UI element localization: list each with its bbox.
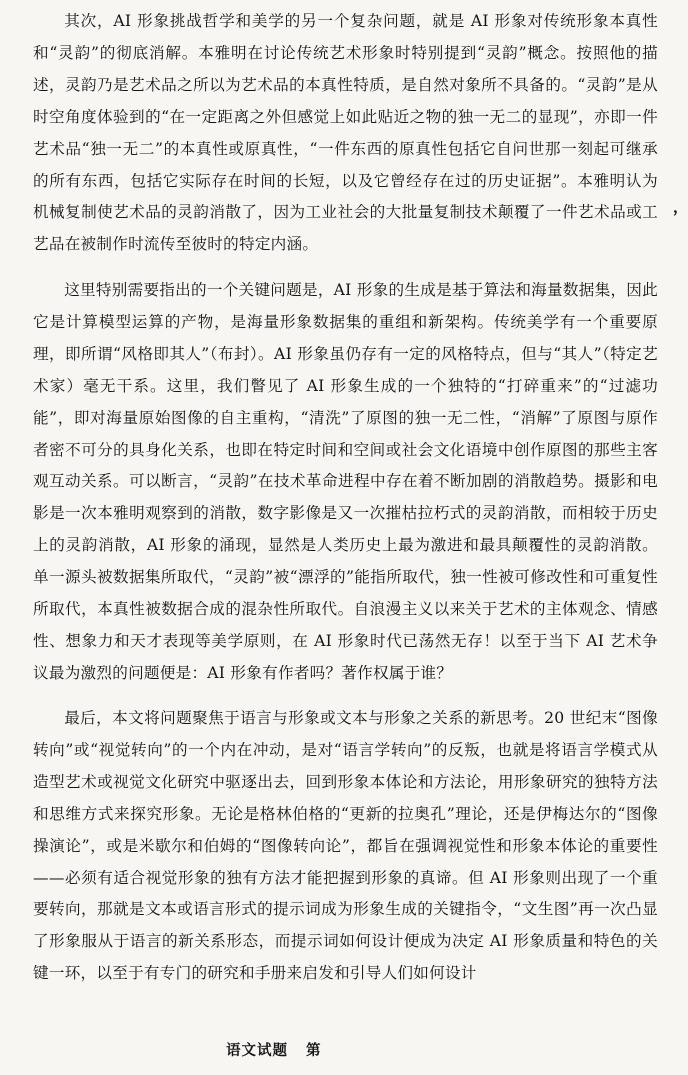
paragraph-algorithm: 这里特别需要指出的一个关键问题是，AI 形象的生成是基于算法和海量数据集，因此它是计算模型运算的产物，是海量形象数据集的重组和新架构。传统美学有一个重要原理，即所谓“风格即其人”（布封）。AI 形象虽仍存有一定的风格特点，但与“其人”（特定艺术家）毫无干系。这里，我们瞥见了 AI 形象生成的一个独特的“打碎重来”的“过滤功能”，即对海量原始图像的自主重构，“清洗”了原图的独一无二性，“消解”了原图与原作者密不可分的具身化关系，也即在特定时间和空间或社会文化语境中创作原图的那些主客观互动关系。可以断言，“灵韵”在技术革命进程中存在着不断加剧的消散趋势。摄影和电影是一次本雅明观察到的消散，数字影像是又一次摧枯拉朽式的灵韵消散，而相较于历史上的灵韵消散，AI 形象的涌现，显然是人类历史上最为激进和最具颠覆性的灵韵消散。单一源头被数据集所取代，“灵韵”被“漂浮的”能指所取代，独一性被可修改性和可重复性所取代，本真性被数据合成的混杂性所取代。自浪漫主义以来关于艺术的主体观念、情感性、想象力和天才表现等美学原则，在 AI 形象时代已荡然无存！以至于当下 AI 艺术争议最为激烈的问题便是：AI 形象有作者吗？著作权属于谁？ <box>33 281 658 682</box>
paragraph-aura: 其次，AI 形象挑战哲学和美学的另一个复杂问题，就是 AI 形象对传统形象本真性和“灵韵”的彻底消解。本雅明在讨论传统艺术形象时特别提到“灵韵”概念。按照他的描述，灵韵乃是艺术品之所以为艺术品的本真性特质，是自然对象所不具备的。“灵韵”是从时空角度体验到的“在一定距离之外但感觉上如此贴近之物的独一无二的显现”，亦即一件艺术品“独一无二”的本真性或原真性，“一件东西的原真性包括它自问世那一刻起可继承的所有东西，包括它实际存在时间的长短，以及它曾经存在过的历史证据”。本雅明认为机械复制使艺术品的灵韵消散了，因为工业社会的大批量复制技术颠覆了一件艺术品或工艺品在被制作时流传至彼时的特定内涵。 <box>33 12 658 254</box>
margin-mark: ， <box>673 198 688 216</box>
page-footer <box>226 1039 322 1060</box>
paragraph-language-image: 最后，本文将问题聚焦于语言与形象或文本与形象之关系的新思考。20 世纪末“图像转向”或“视觉转向”的一个内在冲动，是对“语言学转向”的反叛，也就是将语言学模式从造型艺术或视觉文化研究中驱逐出去，回到形象本体论和方法论，用形象研究的独特方法和思维方式来探究形象。无论是格林伯格的“更新的拉奥孔”理论，还是伊梅达尔的“图像操演论”，或是米歇尔和伯姆的“图像转向论”，都旨在强调视觉性和形象本体论的重要性——必须有适合视觉形象的独有方法才能把握到形象的真谛。但 AI 形象则出现了一个重要转向，那就是文本或语言形式的提示词成为形象生成的关键指令，“文生图”再一次凸显了形象服从于语言的新关系形态，而提示词如何设计便成为决定 AI 形象质量和特色的关键一环，以至于有专门的研究和手册来启发和引导人们如何设计 <box>33 709 658 983</box>
footer-label: 语文试题 <box>226 1042 288 1059</box>
footer-page-word: 第 <box>306 1042 322 1059</box>
